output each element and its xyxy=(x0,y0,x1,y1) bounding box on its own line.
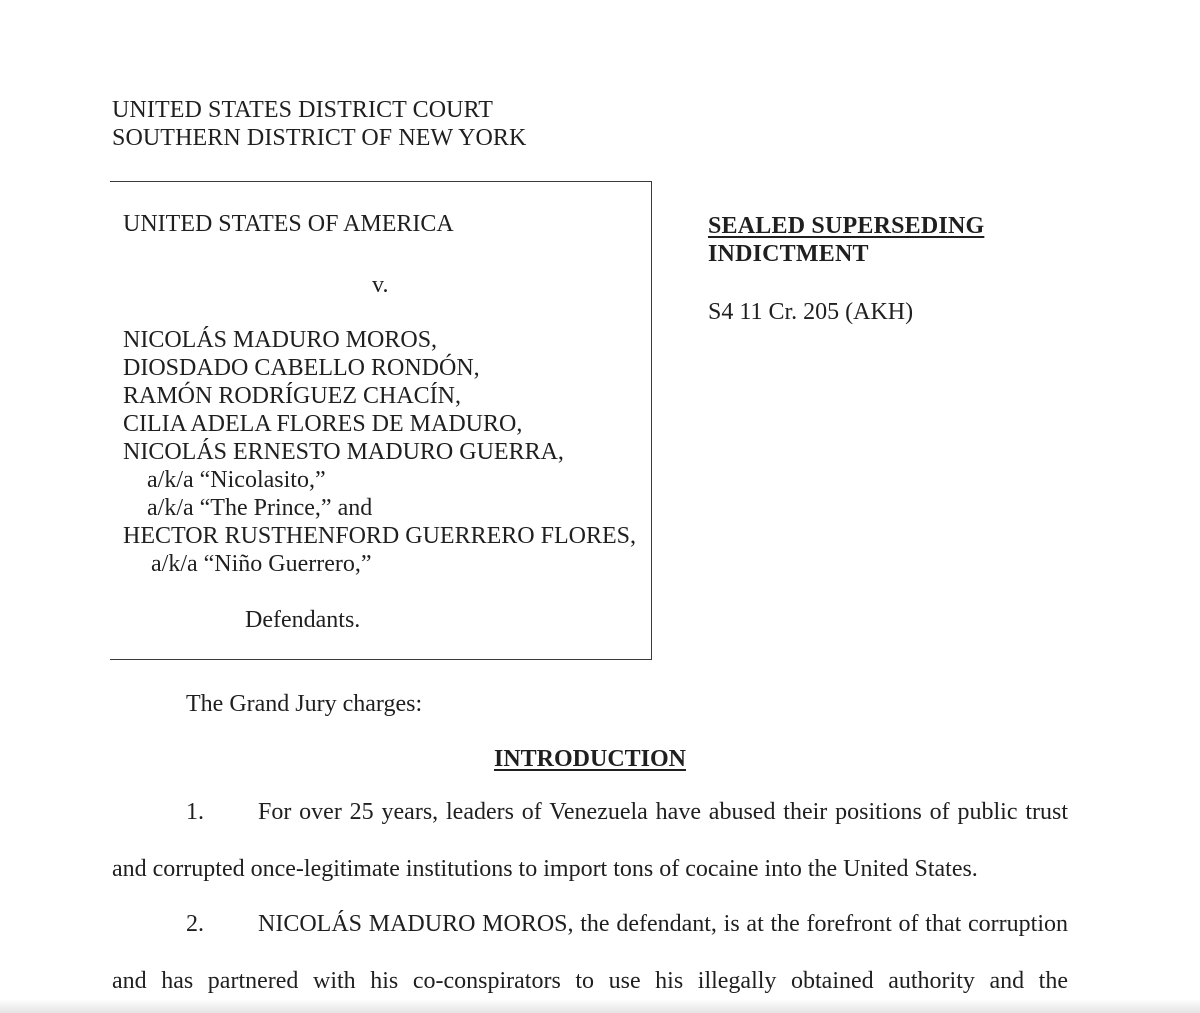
paragraph-text: NICOLÁS MADURO MOROS, the defendant, is at the forefront of that corruption xyxy=(258,911,1068,937)
court-district: SOUTHERN DISTRICT OF NEW YORK xyxy=(112,125,527,151)
defendant-alias: a/k/a “Nicolasito,” xyxy=(147,467,326,493)
defendant-alias: a/k/a “The Prince,” and xyxy=(147,495,373,521)
document-type xyxy=(708,212,984,268)
section-heading xyxy=(0,745,1180,773)
case-caption-box xyxy=(110,181,652,660)
paragraph-1-continuation: and corrupted once-legitimate institutions to import tons of cocaine into the United States. xyxy=(112,856,978,882)
plaintiff-name: UNITED STATES OF AMERICA xyxy=(123,211,454,237)
defendant-name: DIOSDADO CABELLO RONDÓN, xyxy=(123,355,480,381)
case-number: S4 11 Cr. 205 (AKH) xyxy=(708,299,914,325)
paragraph-number: 2. xyxy=(186,911,204,937)
versus-label: v. xyxy=(372,272,389,298)
document-info xyxy=(708,212,984,326)
defendant-name: RAMÓN RODRÍGUEZ CHACÍN, xyxy=(123,383,462,409)
paragraph-2-continuation: and has partnered with his co-conspirators to use his illegally obtained authority and the xyxy=(112,968,1068,994)
court-name: UNITED STATES DISTRICT COURT xyxy=(112,97,493,123)
court-header xyxy=(112,96,526,152)
defendant-alias: a/k/a “Niño Guerrero,” xyxy=(151,551,372,577)
paragraph-number: 1. xyxy=(186,799,204,825)
defendants-label: Defendants. xyxy=(245,607,361,633)
paragraph-1-first-line xyxy=(186,798,1068,826)
document-type-line1: SEALED SUPERSEDING xyxy=(708,213,985,239)
paragraph-2-first-line xyxy=(186,910,1068,938)
section-heading-text: INTRODUCTION xyxy=(493,746,687,772)
document-type-line2: INDICTMENT xyxy=(708,241,869,267)
page-bottom-shadow xyxy=(0,999,1200,1013)
defendant-name: HECTOR RUSTHENFORD GUERRERO FLORES, xyxy=(123,523,636,549)
defendants-list xyxy=(123,326,636,578)
grand-jury-preamble: The Grand Jury charges: xyxy=(186,691,423,717)
defendant-name: CILIA ADELA FLORES DE MADURO, xyxy=(123,411,523,437)
defendant-name: NICOLÁS ERNESTO MADURO GUERRA, xyxy=(123,439,564,465)
defendant-name: NICOLÁS MADURO MOROS, xyxy=(123,327,438,353)
paragraph-text: For over 25 years, leaders of Venezuela have abused their positions of public trust xyxy=(258,799,1068,825)
